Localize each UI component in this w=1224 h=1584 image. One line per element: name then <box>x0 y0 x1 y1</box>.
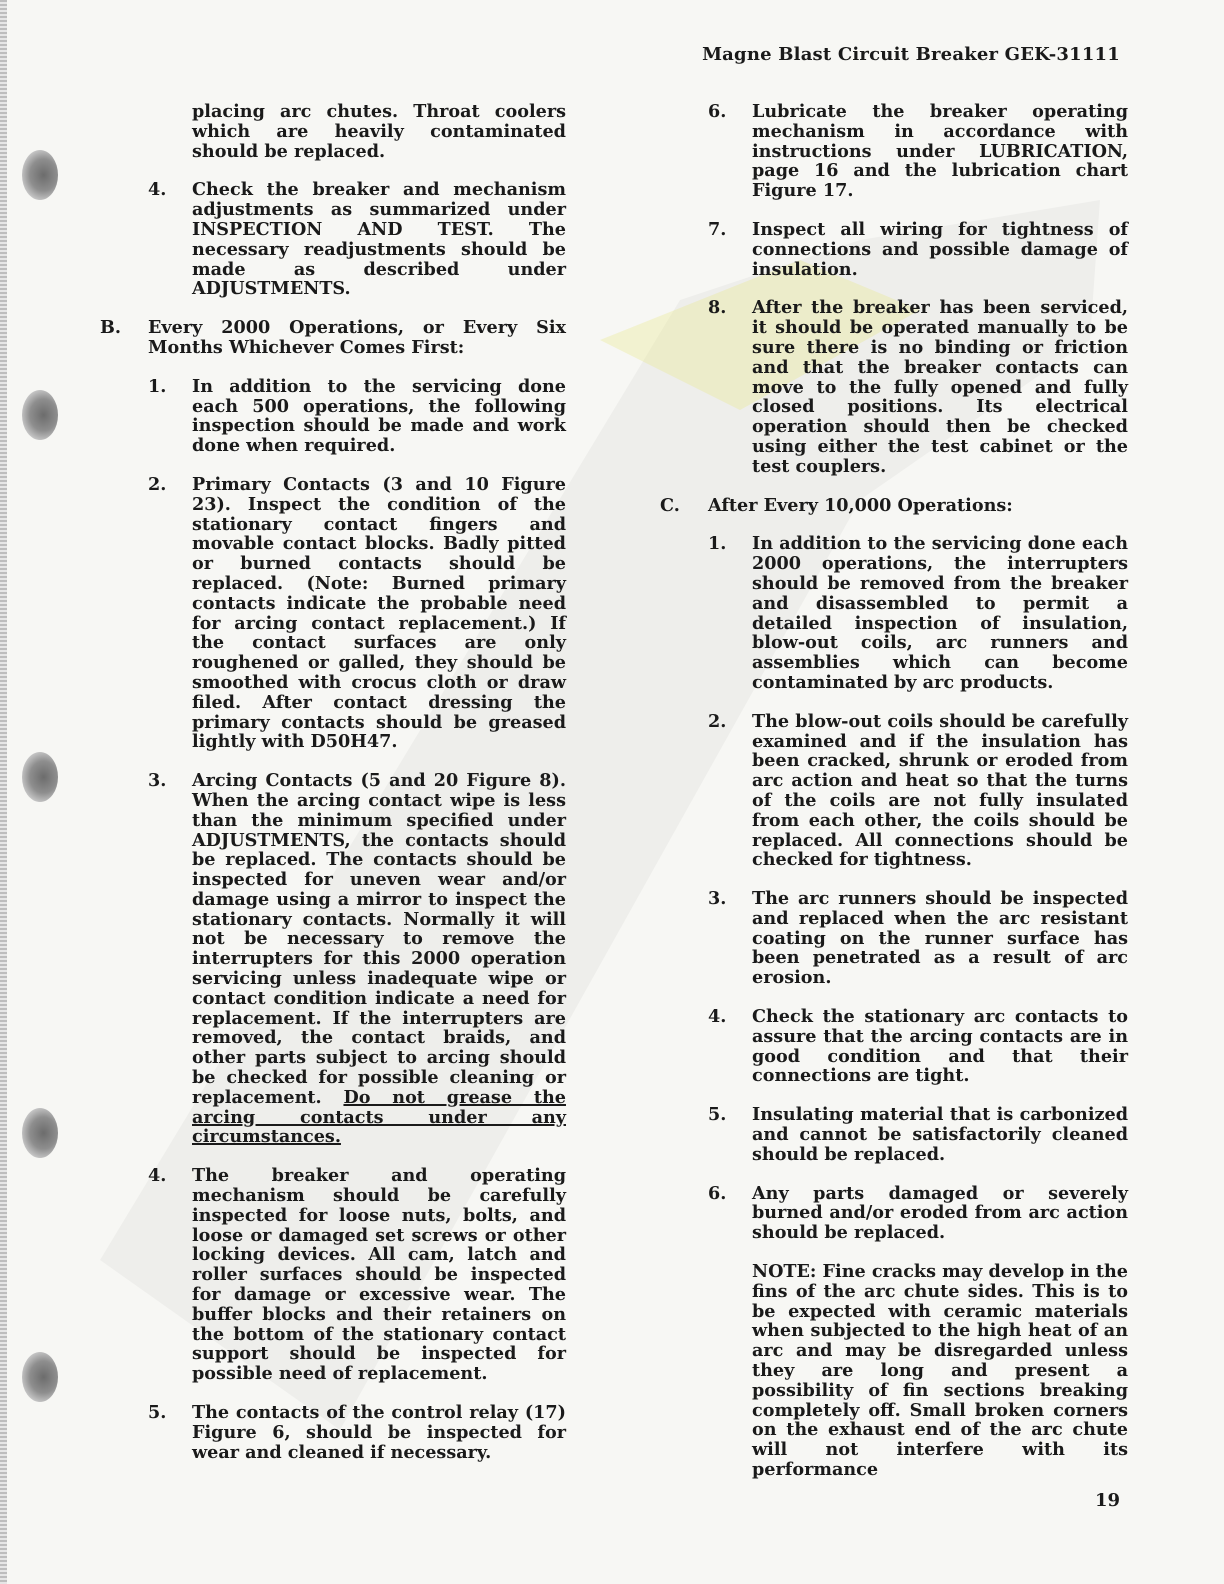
running-header: Magne Blast Circuit Breaker GEK-31111 <box>702 44 1120 65</box>
section-c <box>660 496 1128 516</box>
item-text: The contacts of the control relay (17) Figure 6, should be inspected for wear and cleaned if necessary. <box>192 1402 566 1463</box>
list-item-b3 <box>148 771 566 1147</box>
item-number: 3. <box>148 770 167 792</box>
item-number: 6. <box>708 101 727 122</box>
list-item-b5 <box>148 1403 566 1462</box>
punch-hole <box>22 390 58 440</box>
item-text: Check the stationary arc contacts to assure that the arcing contacts are in good condition and that their connections are tight. <box>752 1006 1128 1087</box>
list-item-c2 <box>708 712 1128 870</box>
punch-hole <box>22 150 58 200</box>
item-text: The breaker and operating mechanism should be carefully inspected for loose nuts, bolts, and loose or damaged set screws or other locking devices. All cam, latch and roller surfaces should be inspected for damage or excessive wear. The buffer blocks and their retainers on the bottom of the stationary contact support should be inspected for possible need of replacement. <box>192 1165 566 1385</box>
item-text-body: Arcing Contacts (5 and 20 Figure 8). When the arcing contact wipe is less than the minimum specified under ADJUSTMENTS, the contacts should be replaced. The contacts should be inspected for uneven wear and/or damage using a mirror to inspect the stationary contacts. Normally it will not be necessary to remove the interrupters for this 2000 operation servicing unless inadequate wipe or contact condition indicate a need for replacement. If the interrupters are removed, the contact braids, and other parts subject to arcing should be checked for possible cleaning or replacement. <box>192 770 566 1108</box>
item-number: 4. <box>148 179 167 201</box>
list-item-c6 <box>708 1184 1128 1243</box>
item-number: 4. <box>708 1006 727 1028</box>
item-text: Lubricate the breaker operating mechanism in accordance with instructions under LUBRICATION, page 16 and the lubrication chart Figure 17. <box>752 101 1128 202</box>
item-text: The blow-out coils should be carefully examined and if the insulation has been cracked, shrunk or eroded from arc action and heat so that the turns of the coils are not fully insulated from each other, the coils should be replaced. All connections should be checked for tightness. <box>752 710 1128 871</box>
item-text: In addition to the servicing done each 500 operations, the following inspection should be made and work done when required. <box>192 375 566 457</box>
list-item-b4 <box>148 1166 566 1384</box>
punch-hole <box>22 752 58 802</box>
continued-paragraph: placing arc chutes. Throat coolers which are heavily contaminated should be replaced. <box>192 101 566 162</box>
section-label: B. <box>100 317 121 339</box>
item-number: 6. <box>708 1182 727 1204</box>
list-item-b6 <box>708 102 1128 201</box>
item-number: 7. <box>708 218 727 240</box>
item-text: After the breaker has been serviced, it should be operated manually to be sure there is no binding or friction and that the breaker contacts can move to the fully opened and fully closed positions. Its electrical operation should then be checked using either the test cabinet or the test couplers. <box>752 297 1128 477</box>
item-text: In addition to the servicing done each 2000 operations, the interrupters should be removed from the breaker and disassembled to permit a detailed inspection of insulation, blow-out coils, arc runners and assemblies which can become contaminated by arc products. <box>752 533 1128 693</box>
punch-hole <box>22 1352 58 1402</box>
list-item-c3 <box>708 889 1128 988</box>
right-column <box>660 102 1128 1480</box>
section-label: C. <box>660 494 680 516</box>
left-column <box>100 102 566 1481</box>
item-number: 2. <box>148 473 167 495</box>
list-item-c4 <box>708 1007 1128 1086</box>
item-text <box>192 771 566 1147</box>
item-number: 1. <box>148 375 167 397</box>
item-text: Inspect all wiring for tightness of connections and possible damage of insulation. <box>752 218 1128 280</box>
item-number: 5. <box>708 1104 727 1126</box>
punch-hole <box>22 1108 58 1158</box>
item-text: Any parts damaged or severely burned and/or eroded from arc action should be replaced. <box>752 1182 1128 1244</box>
list-item-a4 <box>148 180 566 299</box>
underlined-warning: Do not grease the arcing contacts under any circumstances. <box>192 1086 566 1148</box>
list-item-b8 <box>708 298 1128 476</box>
item-text: The arc runners should be inspected and replaced when the arc resistant coating on the runner surface has been penetrated as a result of arc erosion. <box>752 888 1128 989</box>
section-heading: After Every 10,000 Operations: <box>708 494 1013 516</box>
page-number: 19 <box>1094 1490 1120 1511</box>
item-number: 5. <box>148 1402 167 1424</box>
scan-edge <box>0 0 7 1584</box>
list-item-b2 <box>148 475 566 752</box>
list-item-b1 <box>148 377 566 456</box>
item-number: 3. <box>708 888 727 910</box>
note-paragraph: NOTE: Fine cracks may develop in the fins of the arc chute sides. This is to be expected with ceramic materials when subjected to the high heat of an arc and may be disregarded unless they are long and present a possibility of fin sections breaking completely off. Small broken corners on the exhaust end of the arc chute will not interfere with its performance <box>752 1261 1128 1481</box>
list-item-b7 <box>708 220 1128 279</box>
item-text: Primary Contacts (3 and 10 Figure 23). Inspect the condition of the stationary contact fingers and movable contact blocks. Badly pitted or burned contacts should be replaced. (Note: Burned primary contacts indicate the probable need for arcing contact replacement.) If the contact surfaces are only roughened or galled, they should be smoothed with crocus cloth or draw filed. After contact dressing the primary contacts should be greased lightly with D50H47. <box>192 473 566 753</box>
section-heading: Every 2000 Operations, or Every Six Months Whichever Comes First: <box>148 317 566 358</box>
list-item-c5 <box>708 1105 1128 1164</box>
item-number: 8. <box>708 297 727 319</box>
list-item-c1 <box>708 534 1128 692</box>
item-number: 4. <box>148 1165 167 1187</box>
item-text: Check the breaker and mechanism adjustments as summarized under INSPECTION AND TEST. The necessary readjustments should be made as described under ADJUSTMENTS. <box>192 179 566 300</box>
item-number: 1. <box>708 533 727 555</box>
item-number: 2. <box>708 710 727 732</box>
item-text: Insulating material that is carbonized and cannot be satisfactorily cleaned should be replaced. <box>752 1104 1128 1165</box>
section-b <box>100 318 566 358</box>
